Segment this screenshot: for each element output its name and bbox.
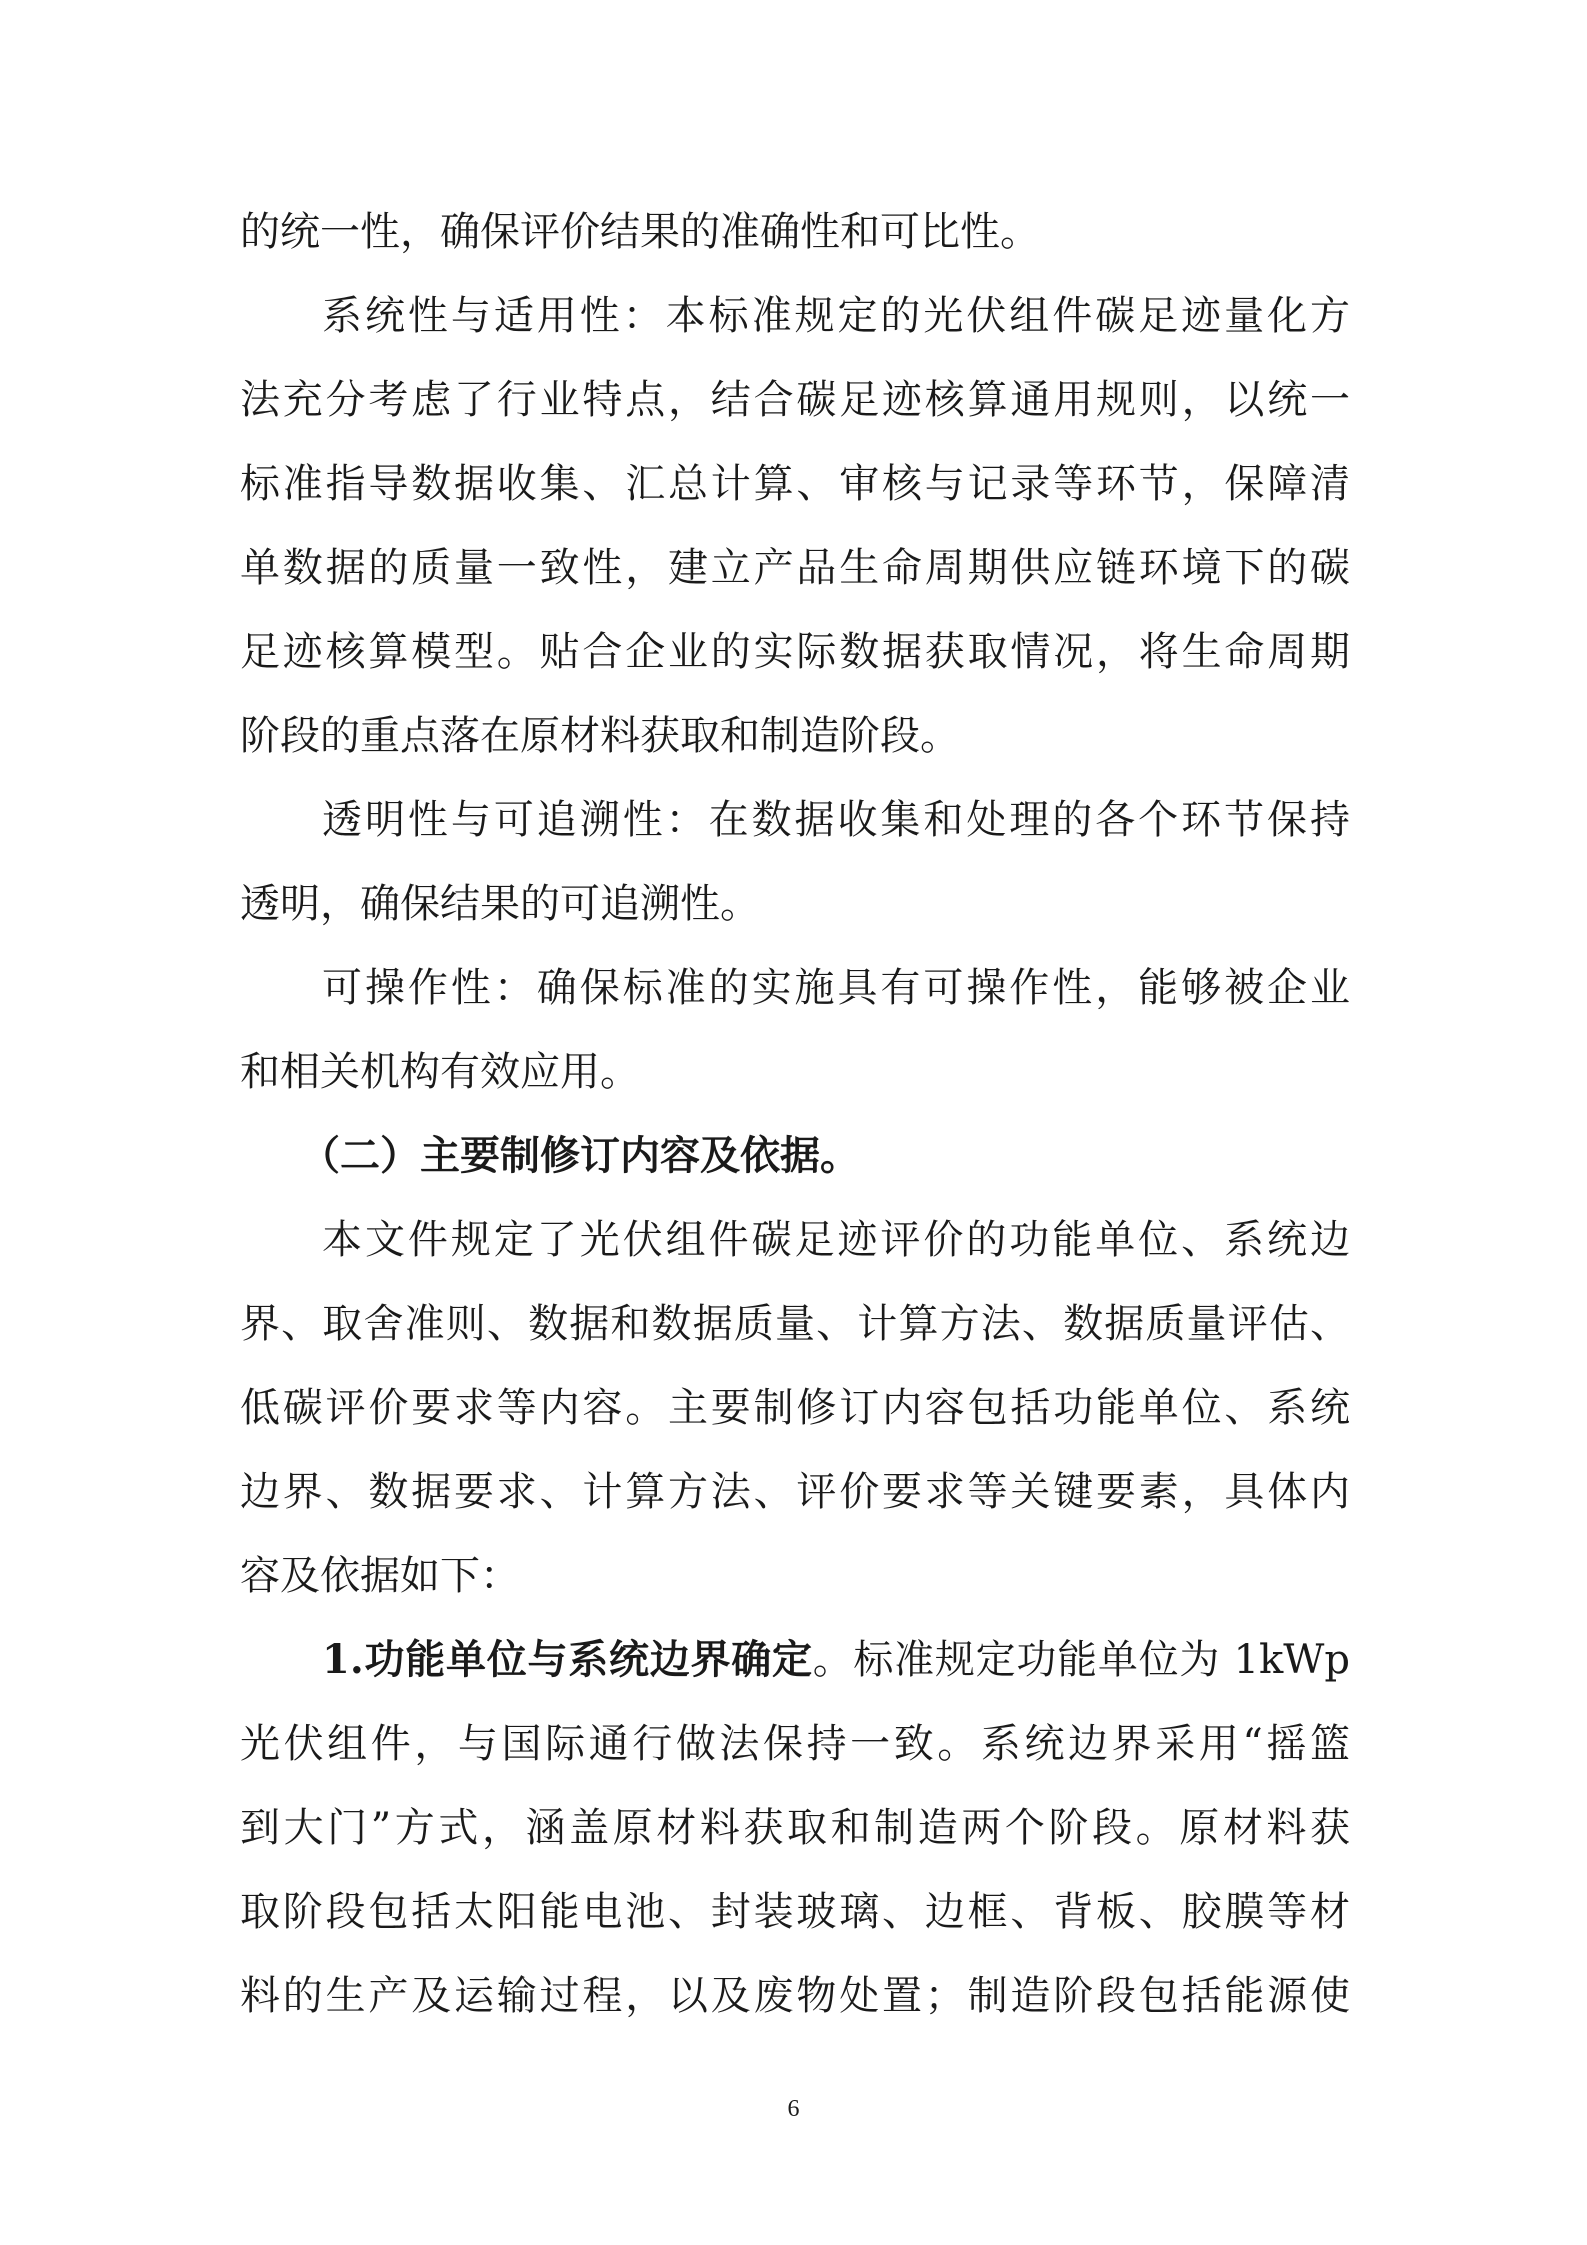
paragraph-line: 边界、数据要求、计算方法、评价要求等关键要素，具体内	[240, 1469, 1350, 1515]
paragraph-line: 单数据的质量一致性，建立产品生命周期供应链环境下的碳	[240, 545, 1350, 591]
paragraph-line: 系统性与适用性：本标准规定的光伏组件碳足迹量化方	[322, 293, 1350, 339]
page-number: 6	[787, 2096, 800, 2122]
paragraph-line: 透明性与可追溯性：在数据收集和处理的各个环节保持	[322, 797, 1350, 843]
paragraph-line: 低碳评价要求等内容。主要制修订内容包括功能单位、系统	[240, 1385, 1350, 1431]
paragraph-line: 和相关机构有效应用。	[240, 1049, 640, 1095]
paragraph-line: 法充分考虑了行业特点，结合碳足迹核算通用规则，以统一	[240, 377, 1350, 423]
section-heading: （二）主要制修订内容及依据。	[300, 1132, 860, 1179]
paragraph-line: 阶段的重点落在原材料获取和制造阶段。	[240, 713, 960, 759]
paragraph-lead-rest: 。标准规定功能单位为 1kWp	[812, 1637, 1350, 1683]
paragraph-line: 透明，确保结果的可追溯性。	[240, 881, 760, 927]
paragraph-line: 到大门”方式，涵盖原材料获取和制造两个阶段。原材料获	[240, 1805, 1350, 1851]
paragraph-line: 容及依据如下：	[240, 1553, 520, 1599]
paragraph-lead-bold: 1.功能单位与系统边界确定	[322, 1636, 813, 1683]
paragraph-line: 界、取舍准则、数据和数据质量、计算方法、数据质量评估、	[240, 1301, 1350, 1347]
paragraph-line: 光伏组件，与国际通行做法保持一致。系统边界采用“摇篮	[240, 1721, 1350, 1767]
paragraph-line: 本文件规定了光伏组件碳足迹评价的功能单位、系统边	[322, 1217, 1350, 1263]
paragraph-line: 的统一性，确保评价结果的准确性和可比性。	[240, 209, 1040, 255]
paragraph-line: 料的生产及运输过程，以及废物处置；制造阶段包括能源使	[240, 1973, 1350, 2019]
paragraph-line: 可操作性：确保标准的实施具有可操作性，能够被企业	[322, 965, 1350, 1011]
paragraph-lead-line	[240, 1618, 1350, 1702]
paragraph-line: 标准指导数据收集、汇总计算、审核与记录等环节，保障清	[240, 461, 1350, 507]
document-body	[240, 190, 1350, 2038]
paragraph-line: 足迹核算模型。贴合企业的实际数据获取情况，将生命周期	[240, 629, 1350, 675]
paragraph-line: 取阶段包括太阳能电池、封装玻璃、边框、背板、胶膜等材	[240, 1889, 1350, 1935]
